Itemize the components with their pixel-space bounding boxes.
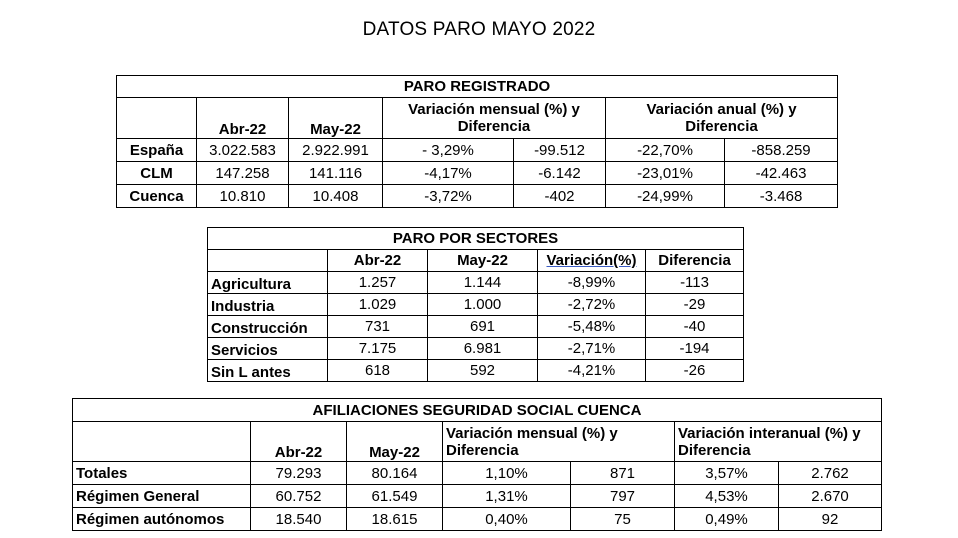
header-variacion-interanual: Variación interanual (%) y Diferencia (675, 422, 882, 462)
header-variacion-mensual: Variación mensual (%) y Diferencia (443, 422, 675, 462)
table-row (73, 508, 882, 531)
cell-var: -2,71% (538, 338, 646, 360)
table-row (117, 185, 838, 208)
table-row (208, 338, 744, 360)
header-empty (117, 98, 197, 139)
header-variacion-mensual: Variación mensual (%) y Diferencia (383, 98, 606, 139)
cell-dif: -194 (646, 338, 744, 360)
cell-abr: 618 (328, 360, 428, 382)
cell-va-dif: -42.463 (725, 162, 838, 185)
table-title: AFILIACIONES SEGURIDAD SOCIAL CUENCA (73, 399, 882, 422)
row-label: Servicios (208, 338, 328, 360)
cell-vi-pct: 0,49% (675, 508, 779, 531)
paro-sectores-table (207, 227, 744, 382)
row-label: Totales (73, 462, 251, 485)
paro-registrado-table (116, 75, 838, 208)
table-row (117, 139, 838, 162)
cell-var: -4,21% (538, 360, 646, 382)
header-may: May-22 (289, 98, 383, 139)
header-empty (208, 250, 328, 272)
row-label: Industria (208, 294, 328, 316)
cell-abr: 147.258 (197, 162, 289, 185)
table-row (208, 294, 744, 316)
cell-dif: -29 (646, 294, 744, 316)
cell-vi-dif: 92 (779, 508, 882, 531)
cell-may: 80.164 (347, 462, 443, 485)
cell-var: -8,99% (538, 272, 646, 294)
cell-var: -2,72% (538, 294, 646, 316)
cell-may: 592 (428, 360, 538, 382)
table-row (208, 316, 744, 338)
row-label: Cuenca (117, 185, 197, 208)
table-row (117, 162, 838, 185)
cell-vm-dif: 75 (571, 508, 675, 531)
cell-dif: -40 (646, 316, 744, 338)
table-row (73, 485, 882, 508)
header-abr: Abr-22 (251, 422, 347, 462)
row-label: Agricultura (208, 272, 328, 294)
row-label: Régimen autónomos (73, 508, 251, 531)
header-abr: Abr-22 (197, 98, 289, 139)
header-empty (73, 422, 251, 462)
header-variacion-anual: Variación anual (%) y Diferencia (606, 98, 838, 139)
page-title: DATOS PARO MAYO 2022 (362, 19, 596, 40)
cell-vm-dif: -6.142 (514, 162, 606, 185)
row-label: Régimen General (73, 485, 251, 508)
cell-vm-dif: -99.512 (514, 139, 606, 162)
header-diferencia: Diferencia (646, 250, 744, 272)
cell-may: 691 (428, 316, 538, 338)
table-title: PARO REGISTRADO (117, 76, 838, 98)
cell-abr: 18.540 (251, 508, 347, 531)
cell-vm-dif: -402 (514, 185, 606, 208)
header-abr: Abr-22 (328, 250, 428, 272)
header-variacion: Variación(%) (538, 250, 646, 272)
cell-var: -5,48% (538, 316, 646, 338)
row-label: Construcción (208, 316, 328, 338)
cell-may: 18.615 (347, 508, 443, 531)
cell-va-pct: -22,70% (606, 139, 725, 162)
cell-va-dif: -3.468 (725, 185, 838, 208)
cell-vi-dif: 2.762 (779, 462, 882, 485)
cell-vi-dif: 2.670 (779, 485, 882, 508)
cell-abr: 731 (328, 316, 428, 338)
cell-dif: -26 (646, 360, 744, 382)
cell-vi-pct: 3,57% (675, 462, 779, 485)
cell-abr: 60.752 (251, 485, 347, 508)
row-label: España (117, 139, 197, 162)
cell-vm-pct: - 3,29% (383, 139, 514, 162)
cell-abr: 7.175 (328, 338, 428, 360)
table-row (208, 272, 744, 294)
cell-vm-pct: -3,72% (383, 185, 514, 208)
cell-vi-pct: 4,53% (675, 485, 779, 508)
cell-va-pct: -23,01% (606, 162, 725, 185)
table-row (208, 360, 744, 382)
table-title: PARO POR SECTORES (208, 228, 744, 250)
cell-vm-pct: 0,40% (443, 508, 571, 531)
cell-dif: -113 (646, 272, 744, 294)
cell-may: 61.549 (347, 485, 443, 508)
cell-vm-dif: 871 (571, 462, 675, 485)
cell-vm-pct: 1,31% (443, 485, 571, 508)
cell-may: 2.922.991 (289, 139, 383, 162)
cell-may: 1.000 (428, 294, 538, 316)
row-label: CLM (117, 162, 197, 185)
cell-vm-pct: 1,10% (443, 462, 571, 485)
cell-may: 1.144 (428, 272, 538, 294)
table-row (73, 462, 882, 485)
header-may: May-22 (428, 250, 538, 272)
cell-abr: 79.293 (251, 462, 347, 485)
cell-may: 6.981 (428, 338, 538, 360)
cell-vm-pct: -4,17% (383, 162, 514, 185)
cell-va-dif: -858.259 (725, 139, 838, 162)
header-may: May-22 (347, 422, 443, 462)
cell-vm-dif: 797 (571, 485, 675, 508)
cell-abr: 1.257 (328, 272, 428, 294)
cell-abr: 1.029 (328, 294, 428, 316)
row-label: Sin L antes (208, 360, 328, 382)
cell-abr: 10.810 (197, 185, 289, 208)
afiliaciones-table (72, 398, 882, 531)
cell-may: 10.408 (289, 185, 383, 208)
cell-abr: 3.022.583 (197, 139, 289, 162)
cell-may: 141.116 (289, 162, 383, 185)
cell-va-pct: -24,99% (606, 185, 725, 208)
